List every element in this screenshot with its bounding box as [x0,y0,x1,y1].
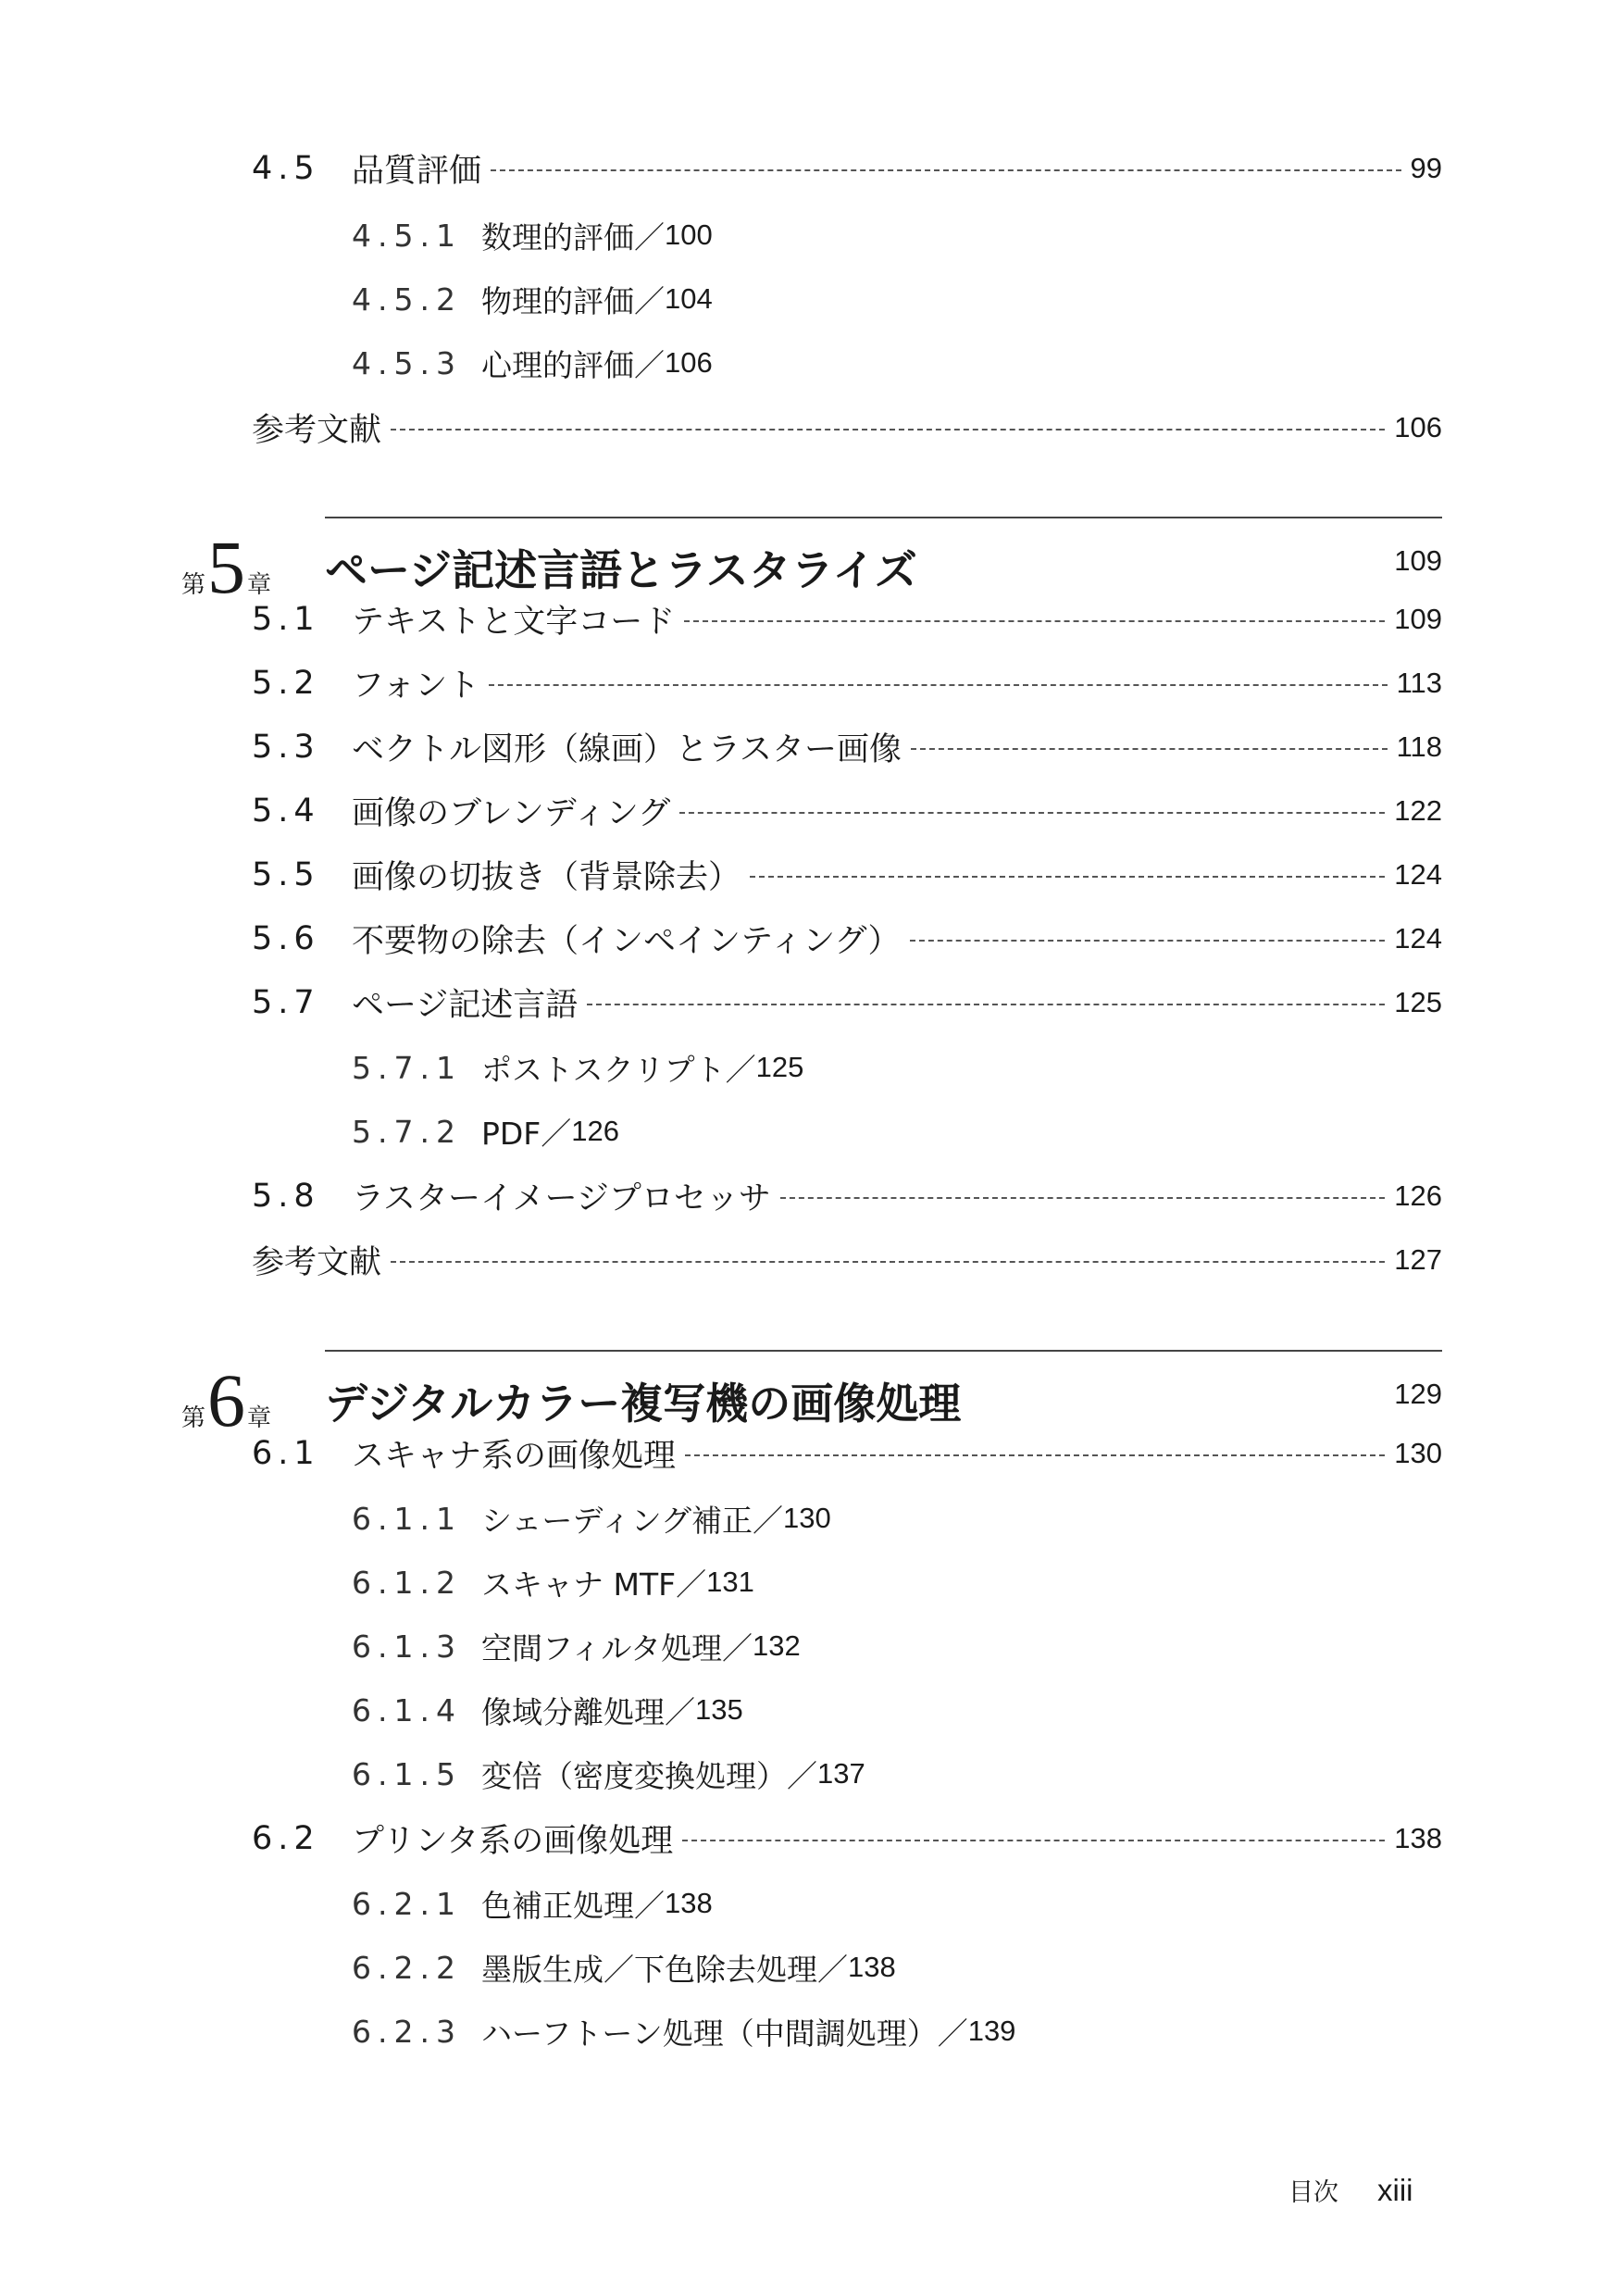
section-title: ベクトル図形（線画）とラスター画像 [352,731,902,768]
section-number: 5.2 [252,665,320,702]
toc-subentry-6-1-3[interactable] [352,1624,801,1668]
subsection-title: スキャナ MTF／ [481,1566,707,1603]
subsection-title: ポストスクリプト／ [481,1051,756,1088]
section-title: フォント [352,668,480,705]
leader-dots [750,876,1385,878]
subsection-number: 6.2.3 [352,2013,462,2050]
page-footer [1288,2172,1413,2208]
subsection-number: 5.7.2 [352,1113,462,1150]
toc-entry-5-7[interactable] [252,980,1442,1026]
toc-subentry-6-1-1[interactable] [352,1496,831,1541]
toc-entry-references-5[interactable] [252,1237,1442,1283]
toc-subentry-6-2-3[interactable] [352,2009,1015,2053]
footer-page-number: xiii [1377,2172,1413,2207]
subsection-number: 6.1.3 [352,1628,462,1665]
toc-entry-5-6[interactable] [252,916,1442,962]
toc-subentry-5-7-1[interactable] [352,1045,803,1090]
toc-subentry-6-2-1[interactable] [352,1881,713,1926]
toc-subentry-4-5-2[interactable] [352,277,713,321]
section-title: プリンタ系の画像処理 [352,1823,674,1860]
section-number: 5.4 [252,792,320,830]
subsection-title: 色補正処理／ [481,1887,665,1924]
subsection-title: PDF／ [481,1115,572,1152]
subsection-title: 墨版生成／下色除去処理／ [481,1951,848,1988]
section-number: 5.7 [252,984,320,1021]
page-number: 138 [848,1951,896,1983]
page-number: 130 [783,1502,831,1534]
subsection-number: 4.5.1 [352,217,462,254]
chapter-page: 109 [1394,544,1442,577]
leader-dots [780,1197,1385,1199]
leader-dots [684,620,1385,622]
page-number: 125 [1394,986,1442,1018]
leader-dots [685,1454,1385,1456]
toc-entry-5-8[interactable] [252,1173,1442,1219]
page-number: 126 [571,1115,620,1147]
toc-entry-references-4[interactable] [252,405,1442,451]
leader-dots [491,169,1401,171]
toc-entry-5-5[interactable] [252,852,1442,898]
page-number: 138 [665,1887,713,1919]
subsection-title: 空間フィルタ処理／ [481,1629,753,1666]
page-number: 113 [1396,667,1442,699]
page-number: 106 [665,346,713,379]
chapter-suffix: 章 [247,1404,272,1432]
section-title: 品質評価 [352,153,482,190]
section-title: テキストと文字コード [352,604,676,641]
toc-subentry-6-2-2[interactable] [352,1945,896,1990]
page-number: 131 [706,1566,754,1598]
section-number: 6.1 [252,1435,320,1472]
toc-entry-5-1[interactable] [252,596,1442,643]
subsection-number: 6.1.2 [352,1564,462,1601]
section-number: 5.8 [252,1178,320,1215]
subsection-number: 4.5.2 [352,281,462,318]
section-title: ページ記述言語 [352,987,579,1024]
chapter-label [181,525,272,609]
section-number: 5.5 [252,856,320,893]
toc-subentry-6-1-5[interactable] [352,1752,865,1796]
chapter-suffix: 章 [247,571,272,599]
page-number: 135 [695,1693,743,1726]
chapter-prefix: 第 [181,571,206,599]
leader-dots [587,1004,1385,1005]
page-number: 124 [1394,858,1442,891]
page-number: 139 [967,2015,1016,2047]
page-number: 127 [1394,1243,1442,1276]
chapter-number: 6 [207,1358,246,1442]
chapter-title: ページ記述言語とラスタライズ [325,545,917,595]
chapter-page: 129 [1394,1378,1442,1410]
chapter-6-heading[interactable] [181,1350,1442,1442]
subsection-title: 数理的評価／ [481,218,665,256]
page-number: 125 [755,1051,804,1083]
leader-dots [391,429,1385,430]
page-number: 104 [665,282,713,315]
toc-entry-5-2[interactable] [252,660,1442,706]
toc-subentry-6-1-4[interactable] [352,1688,743,1732]
subsection-number: 5.7.1 [352,1049,462,1086]
page-number: 132 [753,1629,801,1662]
references-title: 参考文献 [252,1244,382,1281]
subsection-title: シェーディング補正／ [481,1502,784,1539]
chapter-rule [325,1350,1442,1352]
chapter-title: デジタルカラー複写機の画像処理 [325,1379,962,1429]
chapter-rule [325,517,1442,518]
page-number: 118 [1396,730,1442,763]
subsection-number: 6.2.1 [352,1885,462,1922]
section-title: 画像のブレンディング [352,795,671,832]
references-title: 参考文献 [252,412,382,449]
section-title: ラスターイメージプロセッサ [352,1180,771,1217]
leader-dots [910,940,1386,942]
chapter-5-heading[interactable] [181,517,1442,609]
section-title: 不要物の除去（インペインティング） [352,923,901,960]
page-number: 109 [1394,603,1442,635]
page-number: 106 [1394,411,1442,443]
page-number: 138 [1394,1822,1442,1854]
subsection-number: 6.2.2 [352,1949,462,1986]
section-number: 4.5 [252,150,320,187]
toc-subentry-4-5-3[interactable] [352,341,713,385]
subsection-number: 6.1.1 [352,1500,462,1537]
section-title: スキャナ系の画像処理 [352,1438,677,1475]
toc-entry-4-5[interactable] [252,145,1442,192]
page-number: 124 [1394,922,1442,955]
page-number: 99 [1410,152,1442,184]
toc-subentry-6-1-2[interactable] [352,1560,754,1604]
toc-entry-5-3[interactable] [252,724,1442,770]
page-number: 137 [817,1757,865,1790]
subsection-title: 像域分離処理／ [481,1693,695,1730]
subsection-title: 心理的評価／ [481,346,665,383]
toc-entry-6-1[interactable] [252,1430,1442,1477]
section-number: 5.1 [252,601,320,638]
subsection-title: 変倍（密度変換処理）／ [481,1757,817,1794]
footer-label: 目次 [1288,2178,1338,2207]
chapter-prefix: 第 [181,1404,206,1432]
leader-dots [679,812,1385,814]
page-number: 126 [1394,1179,1442,1212]
leader-dots [489,684,1387,686]
section-number: 5.3 [252,729,320,766]
subsection-number: 6.1.5 [352,1755,462,1792]
section-number: 6.2 [252,1820,320,1857]
chapter-label [181,1358,272,1442]
page-number: 122 [1394,794,1442,827]
chapter-number: 5 [207,525,246,609]
subsection-number: 6.1.4 [352,1691,462,1728]
toc-entry-6-2[interactable] [252,1816,1442,1862]
section-title: 画像の切抜き（背景除去） [352,859,741,896]
toc-subentry-4-5-1[interactable] [352,213,713,257]
page-number: 130 [1394,1437,1442,1469]
section-number: 5.6 [252,920,320,957]
subsection-title: 物理的評価／ [481,282,665,319]
page-number: 100 [665,218,713,251]
subsection-title: ハーフトーン処理（中間調処理）／ [481,2015,968,2052]
leader-dots [682,1840,1385,1841]
toc-entry-5-4[interactable] [252,788,1442,834]
subsection-number: 4.5.3 [352,344,462,381]
leader-dots [391,1261,1385,1263]
toc-subentry-5-7-2[interactable] [352,1109,619,1154]
leader-dots [911,748,1388,750]
